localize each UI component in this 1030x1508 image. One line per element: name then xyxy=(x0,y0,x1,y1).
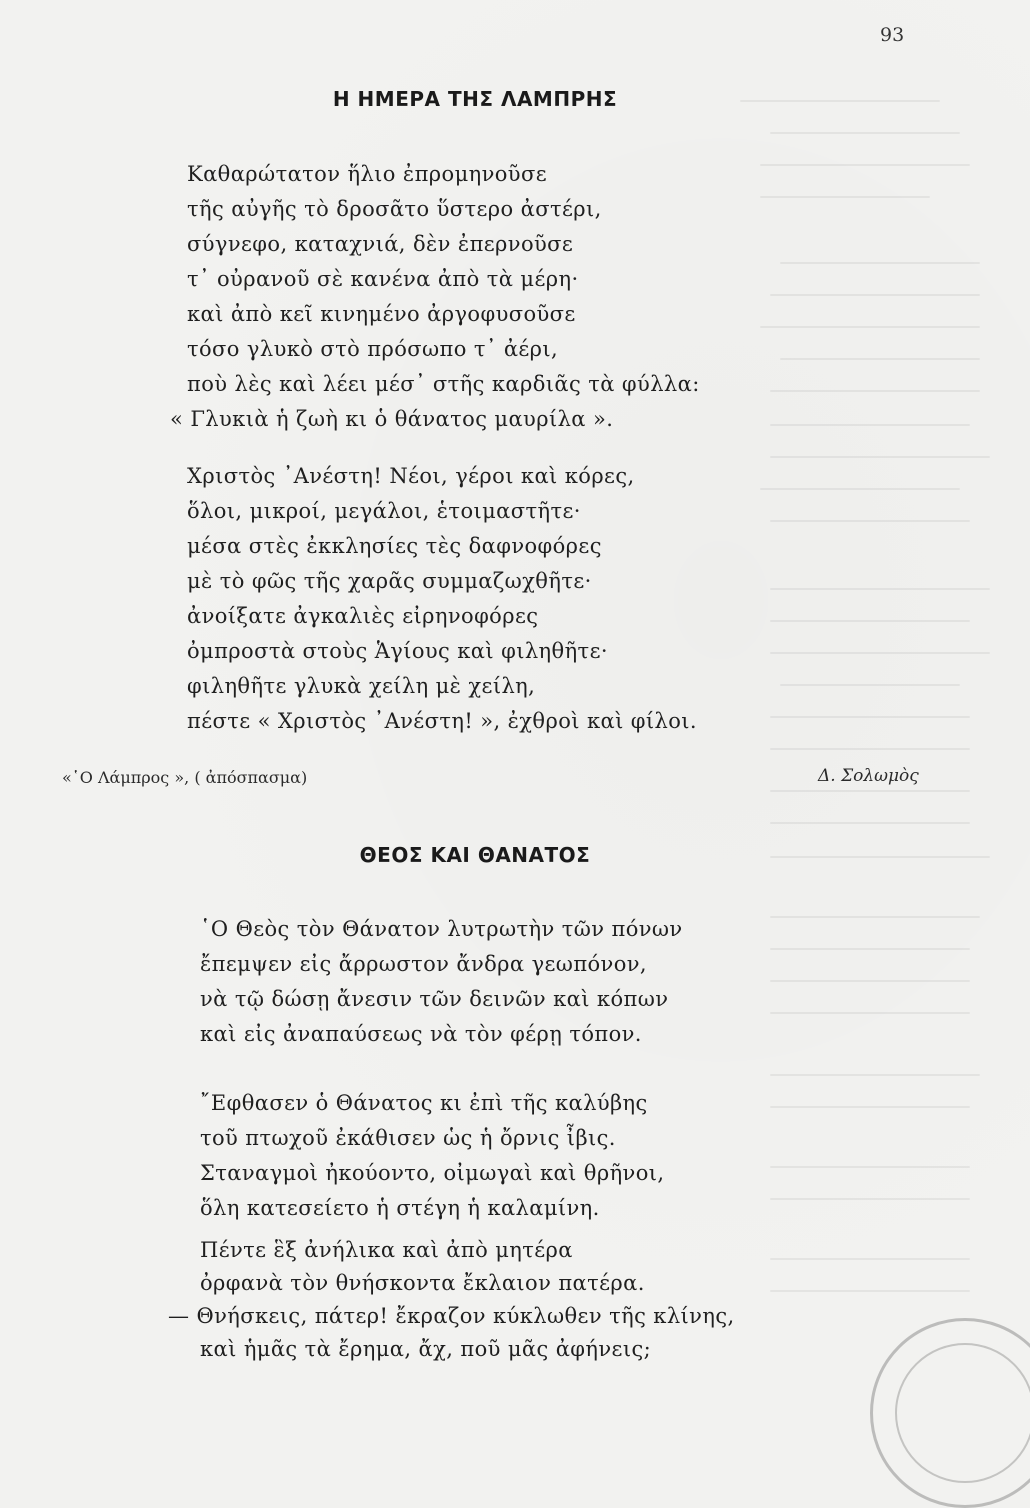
verse-line: ὀμπροστὰ στοὺς Ἁγίους καὶ φιληθῆτε· xyxy=(187,639,608,663)
poem-title: ΘΕΟΣ ΚΑΙ ΘΑΝΑΤΟΣ xyxy=(359,843,591,867)
verse-line: φιληθῆτε γλυκὰ χείλη μὲ χείλη, xyxy=(187,674,536,698)
poem-stanza xyxy=(200,912,683,1052)
verse-line: καὶ εἰς ἀναπαύσεως νὰ τὸν φέρῃ τόπον. xyxy=(200,1022,642,1046)
verse-line: Καθαρώτατον ἥλιο ἐπρομηνοῦσε xyxy=(187,162,547,186)
verse-line: ὅλη κατεσείετο ἡ στέγη ἡ καλαμίνη. xyxy=(200,1196,600,1220)
page-number: 93 xyxy=(880,24,905,46)
verse-line: ἀνοίξατε ἀγκαλιὲς εἰρηνοφόρες xyxy=(187,604,539,628)
verse-line: Πέντε ἓξ ἀνήλικα καὶ ἀπὸ μητέρα xyxy=(200,1238,573,1262)
verse-line: πέστε « Χριστὸς ᾽Ανέστη! », ἐχθροὶ καὶ φίλοι. xyxy=(187,709,697,733)
verse-line: τ᾽ οὐρανοῦ σὲ κανένα ἀπὸ τὰ μέρη· xyxy=(187,267,579,291)
poem-stanza xyxy=(168,1234,735,1366)
poem-source: «῾Ο Λάμπρος », ( ἀπόσπασμα) xyxy=(62,768,308,787)
verse-line: τῆς αὐγῆς τὸ δροσᾶτο ὕστερο ἀστέρι, xyxy=(187,197,602,221)
verse-line: σύγνεφο, καταχνιά, δὲν ἐπερνοῦσε xyxy=(187,232,574,256)
poem-stanza xyxy=(200,1086,664,1226)
verse-line: Χριστὸς ᾽Ανέστη! Νέοι, γέροι καὶ κόρες, xyxy=(187,464,635,488)
verse-line: « Γλυκιὰ ἡ ζωὴ κι ὁ θάνατος μαυρίλα ». xyxy=(170,407,614,431)
verse-line: ῎Εφθασεν ὁ Θάνατος κι ἐπὶ τῆς καλύβης xyxy=(200,1091,648,1115)
verse-line: Σταναγμοὶ ἠκούοντο, οἰμωγαὶ καὶ θρῆνοι, xyxy=(200,1161,665,1185)
verse-line: ἔπεμψεν εἰς ἄρρωστον ἄνδρα γεωπόνον, xyxy=(200,952,648,976)
poem-author: Δ. Σολωμὸς xyxy=(818,766,919,786)
verse-line: τόσο γλυκὸ στὸ πρόσωπο τ᾽ ἀέρι, xyxy=(187,337,559,361)
verse-line: μὲ τὸ φῶς τῆς χαρᾶς συμμαζωχθῆτε· xyxy=(187,569,592,593)
verse-line: — Θνήσκεις, πάτερ! ἔκραζον κύκλωθεν τῆς κλίνης, xyxy=(168,1304,735,1328)
verse-line: ὅλοι, μικροί, μεγάλοι, ἑτοιμαστῆτε· xyxy=(187,499,581,523)
verse-line: ποὺ λὲς καὶ λέει μέσ᾽ στῆς καρδιᾶς τὰ φύλλα: xyxy=(187,372,700,396)
poem-stanza xyxy=(187,459,697,739)
library-stamp xyxy=(870,1318,1030,1508)
verse-line: νὰ τῷ δώσῃ ἄνεσιν τῶν δεινῶν καὶ κόπων xyxy=(200,987,669,1011)
verse-line: τοῦ πτωχοῦ ἐκάθισεν ὡς ἡ ὄρνις ἶβις. xyxy=(200,1126,616,1150)
verse-line: ὀρφανὰ τὸν θνήσκοντα ἔκλαιον πατέρα. xyxy=(200,1271,645,1295)
verse-line: καὶ ἡμᾶς τὰ ἔρημα, ἄχ, ποῦ μᾶς ἀφήνεις; xyxy=(200,1337,652,1361)
poem-stanza xyxy=(170,157,700,437)
poem-title: Η ΗΜΕΡΑ ΤΗΣ ΛΑΜΠΡΗΣ xyxy=(332,87,618,111)
verse-line: ῾Ο Θεὸς τὸν Θάνατον λυτρωτὴν τῶν πόνων xyxy=(200,917,683,941)
verse-line: καὶ ἀπὸ κεῖ κινημένο ἀργοφυσοῦσε xyxy=(187,302,576,326)
verse-line: μέσα στὲς ἐκκλησίες τὲς δαφνοφόρες xyxy=(187,534,602,558)
